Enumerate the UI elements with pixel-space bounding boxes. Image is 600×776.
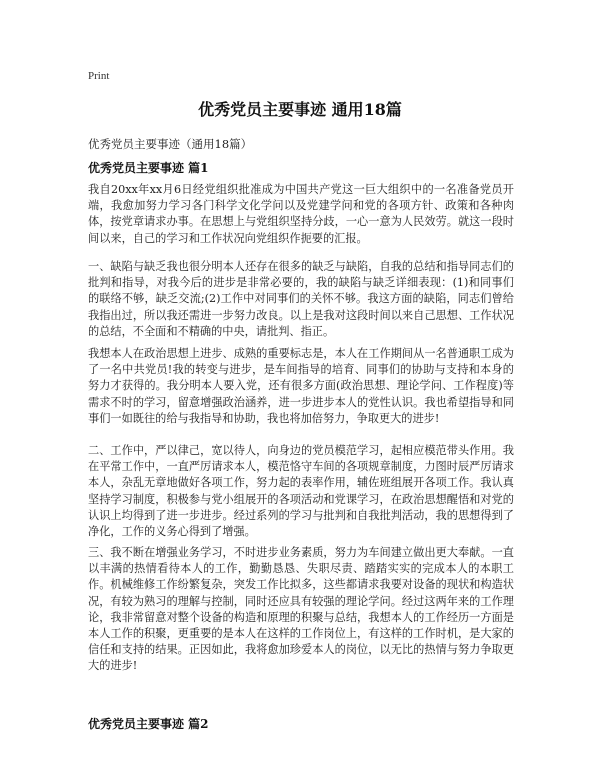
page-title: 优秀党员主要事迹 通用18篇 [198,100,402,119]
paragraph-3: 我想本人在政治思想上进步、成熟的重要标志是，本人在工作期间从一名普通职工成为了一名中共党员!我的转变与进步，是车间指导的培育、同事们的协助与支持和本身的努力才获得的。我分明本人要入党，还有很多方面(政治思想、理论学问、工作程度)等需求不时的学习，留意增强政治涵养，进一步进步本人的党性认识。我也希望指导和同事们一如既往的给与我指导和协助，我也将加倍努力，争取更大的进步! [88,347,514,425]
section-heading-2: 优秀党员主要事迹 篇2 [88,717,209,731]
paragraph-1: 我自20xx年xx月6日经党组织批准成为中国共产党这一巨大组织中的一名准备党员开端，我愈加努力学习各门科学文化学问以及党建学问和党的各项方针、政策和各种肉体，按党章请求办事。在思想上与党组织坚持分歧，一心一意为人民效劳。就这一段时间以来，自己的学习和工作状况向党组织作扼要的汇报。 [88,183,514,245]
paragraph-4: 二、工作中，严以律己，宽以待人，向身边的党员模范学习，起相应模范带头作用。我在平常工作中，一直严厉请求本人，模范恪守车间的各项规章制度，力图时辰严厉请求本人，杂乱无章地做好各项工作，努力起的表率作用，辅佐班组展开各项工作。我认真坚持学习制度，积极参与党小组展开的各项活动和党课学习，在政治思想醒悟和对党的认识上均得到了进一步进步。经过系列的学习与批判和自我批判活动，我的思想得到了净化，工作的义务心得到了增强。 [88,444,514,539]
paragraph-2: 一、缺陷与缺乏我也很分明本人还存在很多的缺乏与缺陷，自我的总结和指导同志们的批判和指导，对我今后的进步是非常必要的，我的缺陷与缺乏详细表现：(1)和同事们的联络不够，缺乏交流;(2)工作中对同事们的关怀不够。我这方面的缺陷，同志们曾给我指出过，所以我还需进一步努力改良。以上是我对这段时间以来自己思想、工作状况的总结，不全面和不精确的中央，请批判、指正。 [88,260,514,338]
print-link[interactable]: Print [88,70,110,82]
document-subtitle: 优秀党员主要事迹（通用18篇） [88,137,253,151]
section-heading-1: 优秀党员主要事迹 篇1 [88,161,209,175]
paragraph-5: 三、我不断在增强业务学习，不时进步业务素质，努力为车间建立做出更大奉献。一直以丰满的热情看待本人的工作，勤勤恳恳、失职尽责、踏踏实实的完成本人的本职工作。机械维修工作纷繁复杂，突发工作比拟多，这些都请求我要对设备的现状和构造状况，有较为熟习的理解与控制，同时还应具有较强的理论学问。经过这两年来的工作理论，我非常留意对整个设备的构造和原理的积聚与总结，我想本人的工作经历一方面是本人工作的积聚，更重要的是本人在这样的工作岗位上，有这样的工作时机，是大家的信任和支持的结果。正因如此，我将愈加珍爱本人的岗位，以无比的热情与努力争取更大的进步! [88,546,514,673]
